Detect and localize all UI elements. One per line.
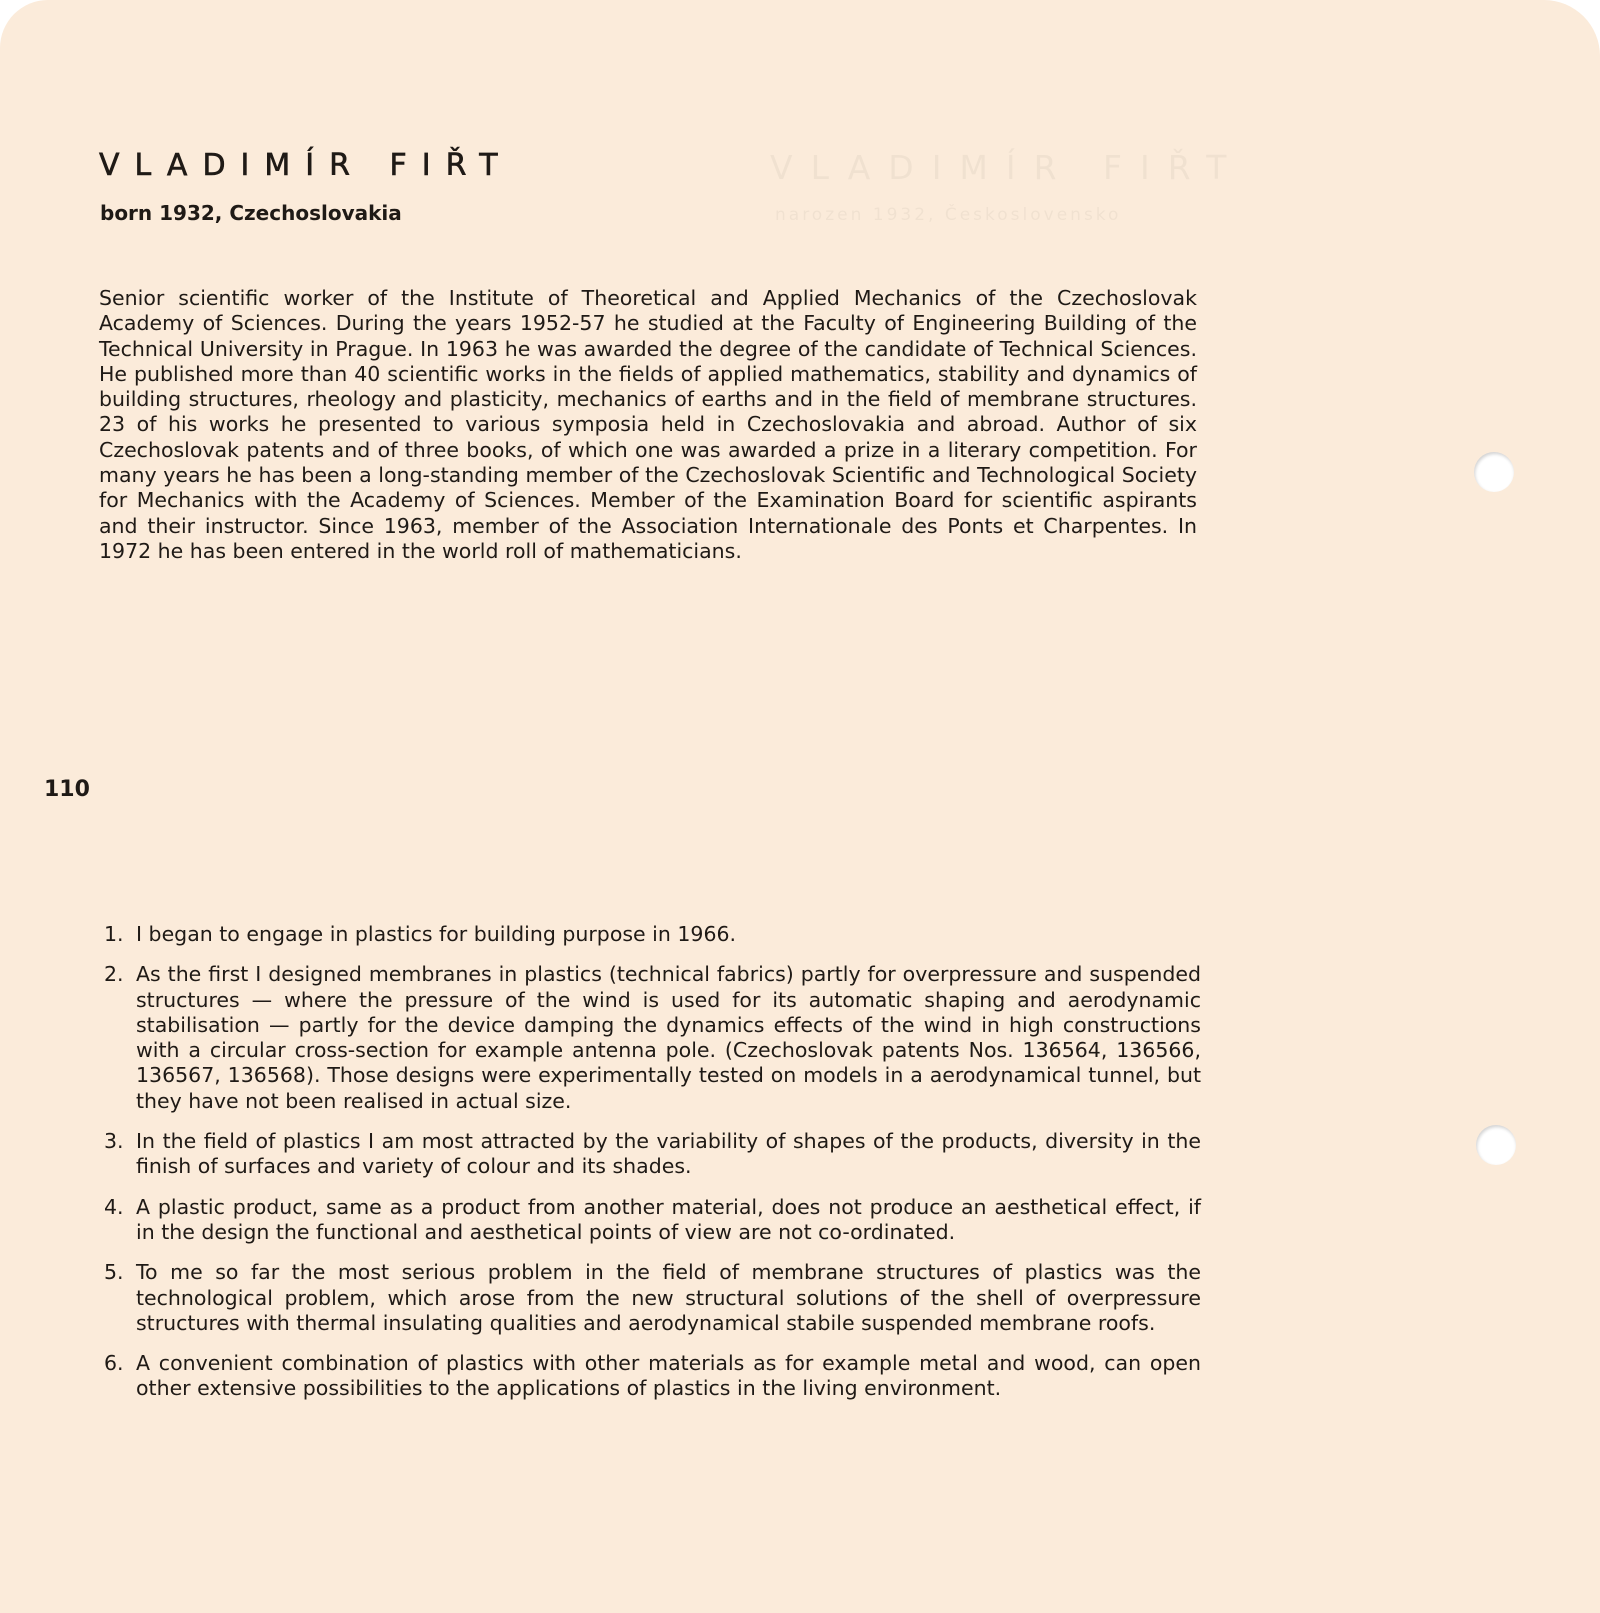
answer-number: 4. xyxy=(104,1194,124,1219)
answer-number: 2. xyxy=(104,962,124,987)
answer-text: I began to engage in plastics for building purpose in 1966. xyxy=(136,922,737,946)
biography-paragraph: Senior scientific worker of the Institute of Theoretical and Applied Mechanics of the Czechoslovak Academy of Sciences. During the years 1952-57 he studied at the Faculty of Engineering Building of the Technical University in Prague. In 1963 he was awarded the degree of the candidate of Technical Sciences. He published more than 40 scientific works in the fields of applied mathematics, stability and dynamics of building structures, rheology and plasticity, mechanics of earths and in the field of membrane structures. 23 of his works he presented to various symposia held in Czechoslovakia and abroad. Author of six Czechoslovak patents and of three books, of which one was awarded a prize in a literary competition. For many years he has been a long-standing member of the Czechoslovak Scientific and Technological Society for Mechanics with the Academy of Sciences. Member of the Examination Board for scientific aspirants and their instructor. Since 1963, member of the Association Internationale des Ponts et Charpentes. In 1972 he has been entered in the world roll of mathematicians. xyxy=(99,286,1197,563)
binder-hole-top xyxy=(1474,452,1514,492)
answer-text: A plastic product, same as a product from another material, does not produce an aesthetical effect, if in the design the functional and aesthetical points of view are not co-ordinated. xyxy=(136,1194,1201,1244)
answer-item xyxy=(100,1195,1201,1246)
page-number: 110 xyxy=(44,777,90,802)
birth-info: born 1932, Czechoslovakia xyxy=(100,201,402,225)
person-name: VLADIMÍR FIŘT xyxy=(99,148,513,183)
answer-number: 6. xyxy=(104,1351,124,1376)
binder-hole-bottom xyxy=(1476,1125,1516,1165)
answer-text: As the first I designed membranes in plastics (technical fabrics) partly for overpressure and suspended structures — where the pressure of the wind is used for its automatic shaping and aerodynamic stabilisation — partly for the device damping the dynamics effects of the wind in high constructions with a circular cross-section for example antenna pole. (Czechoslovak patents Nos. 136564, 136566, 136567, 136568). Those designs were experimentally tested on models in a aerodynamical tunnel, but they have not been realised in actual size. xyxy=(136,962,1201,1113)
answer-item xyxy=(100,962,1201,1114)
answer-item xyxy=(100,1351,1201,1402)
answer-number: 1. xyxy=(104,922,124,946)
answers-list xyxy=(100,922,1201,1417)
answer-text: In the field of plastics I am most attracted by the variability of shapes of the products, diversity in the finish of surfaces and variety of colour and its shades. xyxy=(136,1129,1201,1179)
show-through-title xyxy=(770,148,1244,187)
answer-text: A convenient combination of plastics with other materials as for example metal and wood, can open other extensive possibilities to the applications of plastics in the living environment. xyxy=(136,1351,1201,1401)
show-through-subtitle xyxy=(775,205,1121,225)
answer-item xyxy=(100,1129,1201,1180)
answer-item xyxy=(100,922,1201,947)
answer-number: 3. xyxy=(104,1129,124,1154)
answer-number: 5. xyxy=(104,1260,124,1285)
answer-text: To me so far the most serious problem in the field of membrane structures of plastics was the technological problem, which arose from the new structural solutions of the shell of overpressure structures with thermal insulating qualities and aerodynamical stabile suspended membrane roofs. xyxy=(136,1260,1201,1335)
answer-item xyxy=(100,1260,1201,1336)
